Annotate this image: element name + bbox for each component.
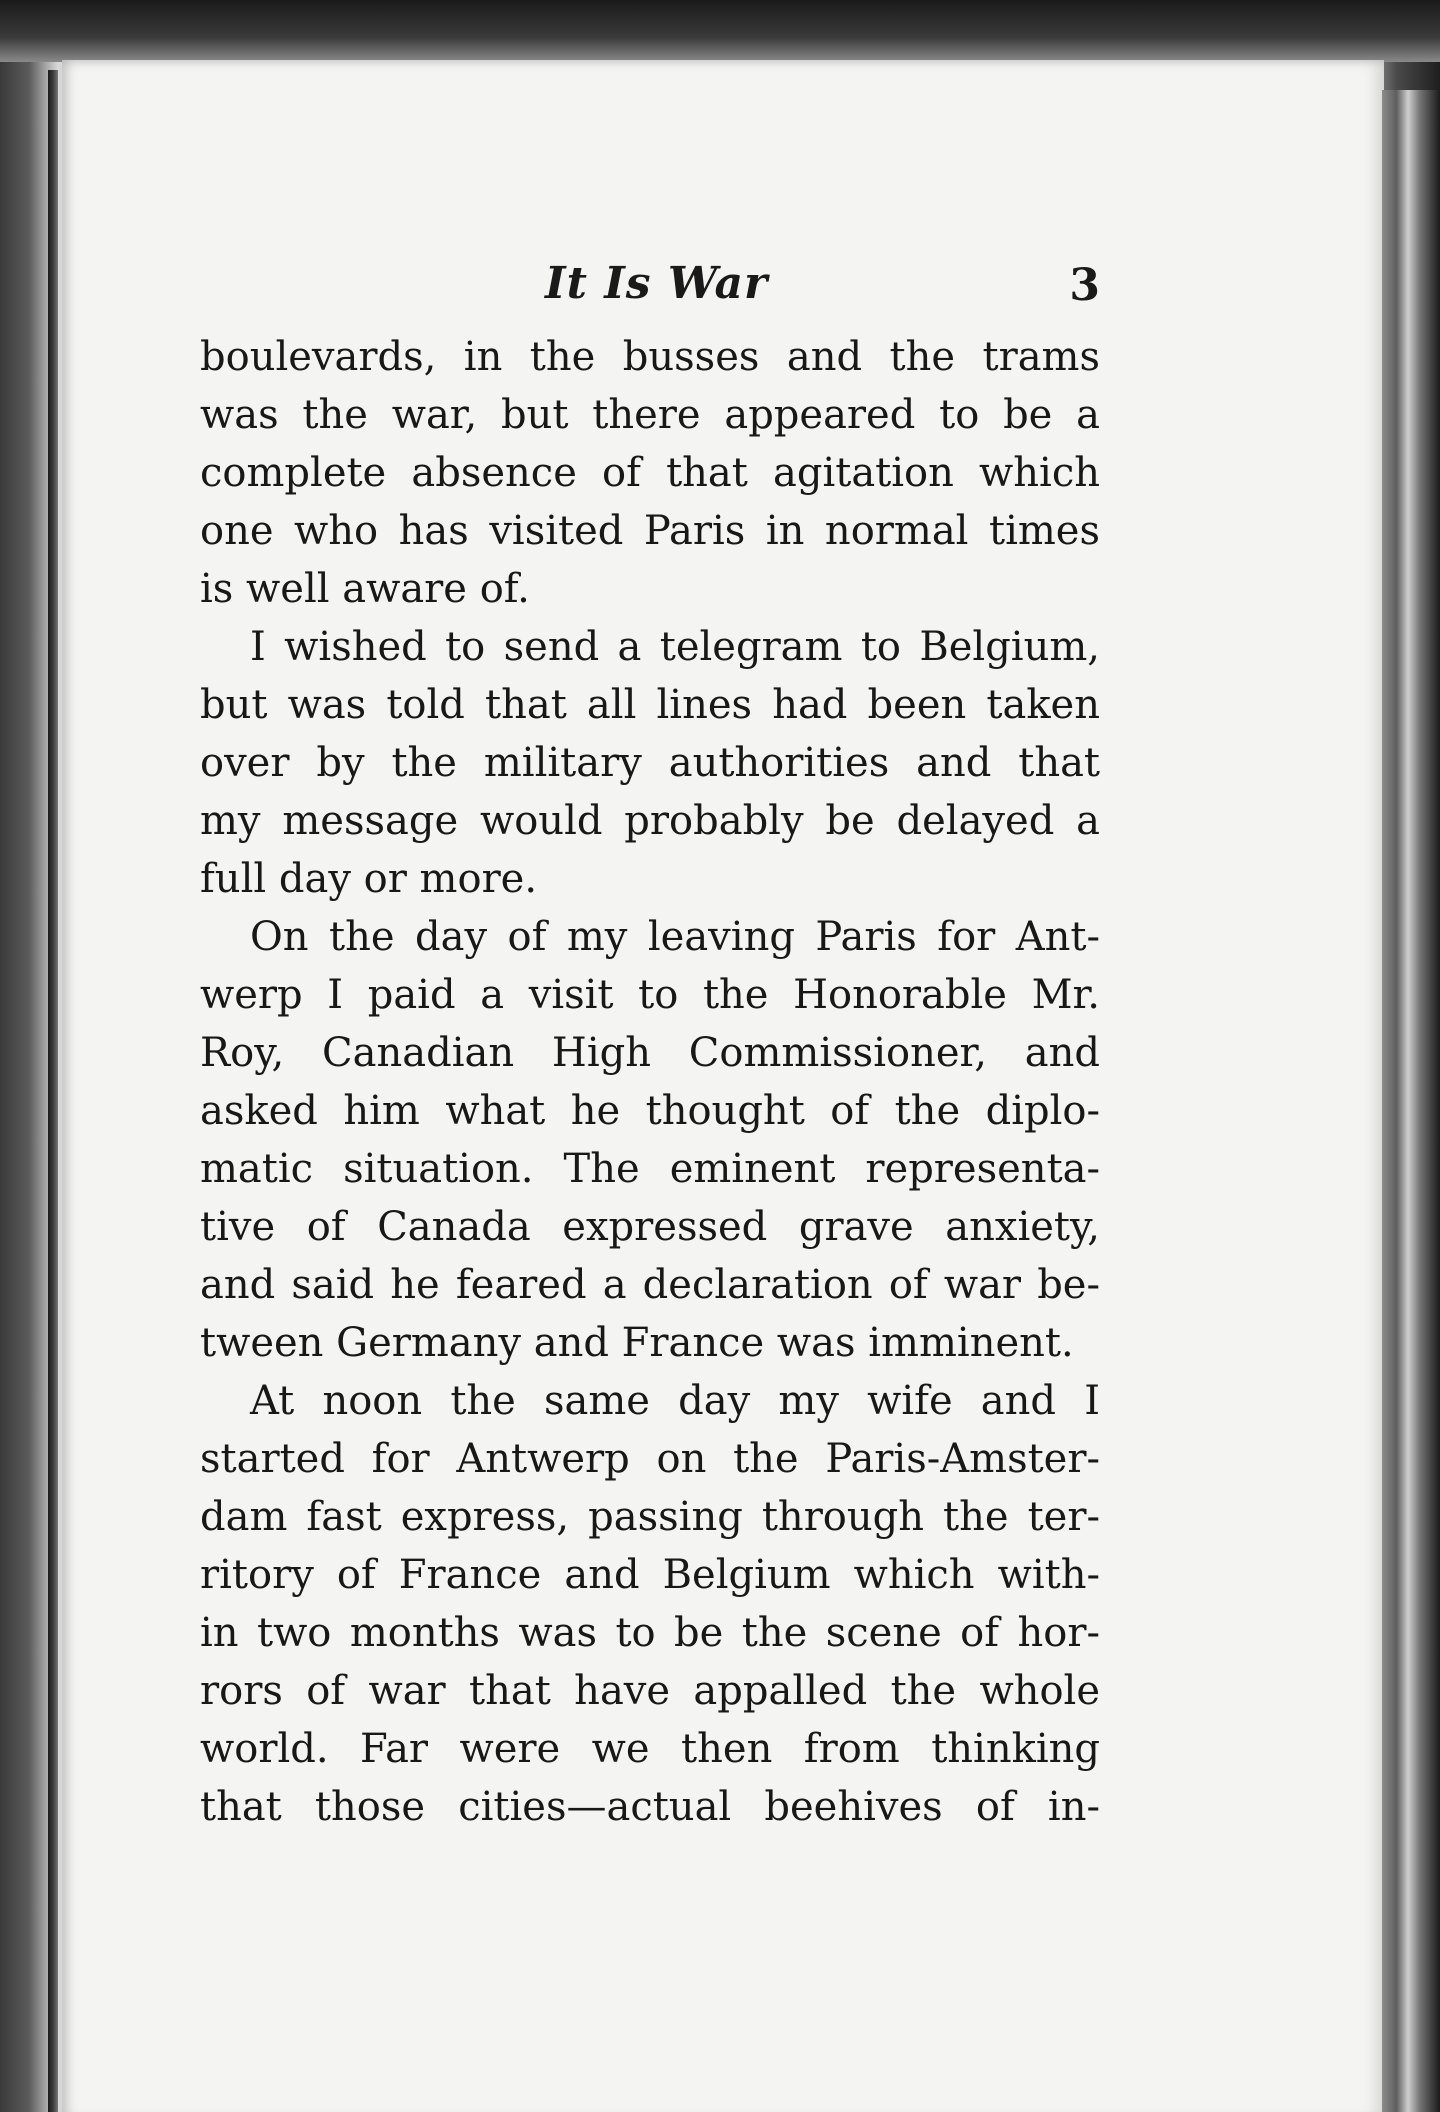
body-text bbox=[200, 328, 1100, 1836]
text-line: one who has visited Paris in normal times bbox=[200, 508, 1100, 554]
paragraph-4 bbox=[200, 1372, 1100, 1836]
text-line: ritory of France and Belgium which with- bbox=[200, 1552, 1100, 1598]
text-line: On the day of my leaving Paris for Ant- bbox=[250, 914, 1100, 960]
text-line: is well aware of. bbox=[200, 566, 530, 612]
text-line: my message would probably be delayed a bbox=[200, 798, 1100, 844]
text-line: complete absence of that agitation which bbox=[200, 450, 1100, 496]
text-line: started for Antwerp on the Paris-Amster- bbox=[200, 1436, 1100, 1482]
text-line: in two months was to be the scene of hor- bbox=[200, 1610, 1100, 1656]
paragraph-3 bbox=[200, 908, 1100, 1372]
running-title: It Is War bbox=[545, 258, 769, 309]
page-number: 3 bbox=[1069, 260, 1100, 311]
text-line: boulevards, in the busses and the trams bbox=[200, 334, 1100, 380]
text-line: dam fast express, passing through the ter- bbox=[200, 1494, 1100, 1540]
text-line: full day or more. bbox=[200, 856, 538, 902]
text-line: asked him what he thought of the diplo- bbox=[200, 1088, 1100, 1134]
scan-top-edge bbox=[0, 0, 1440, 62]
text-line: and said he feared a declaration of war be- bbox=[200, 1262, 1100, 1308]
page-edges bbox=[1382, 90, 1440, 2112]
text-line: that those cities—actual beehives of in- bbox=[200, 1784, 1100, 1830]
text-line: I wished to send a telegram to Belgium, bbox=[250, 624, 1100, 670]
page-header bbox=[210, 258, 1100, 318]
text-line: world. Far were we then from thinking bbox=[200, 1726, 1100, 1772]
paragraph-2 bbox=[200, 618, 1100, 908]
text-line: Roy, Canadian High Commissioner, and bbox=[200, 1030, 1100, 1076]
text-line: tween Germany and France was imminent. bbox=[200, 1320, 1074, 1366]
text-line: but was told that all lines had been taken bbox=[200, 682, 1100, 728]
book-spine-shadow bbox=[48, 70, 58, 2112]
text-line: was the war, but there appeared to be a bbox=[200, 392, 1100, 438]
text-line: werp I paid a visit to the Honorable Mr. bbox=[200, 972, 1100, 1018]
paragraph-1 bbox=[200, 328, 1100, 618]
text-line: rors of war that have appalled the whole bbox=[200, 1668, 1100, 1714]
text-line: At noon the same day my wife and I bbox=[250, 1378, 1100, 1424]
text-line: tive of Canada expressed grave anxiety, bbox=[200, 1204, 1100, 1250]
text-line: matic situation. The eminent representa- bbox=[200, 1146, 1100, 1192]
text-line: over by the military authorities and that bbox=[200, 740, 1100, 786]
